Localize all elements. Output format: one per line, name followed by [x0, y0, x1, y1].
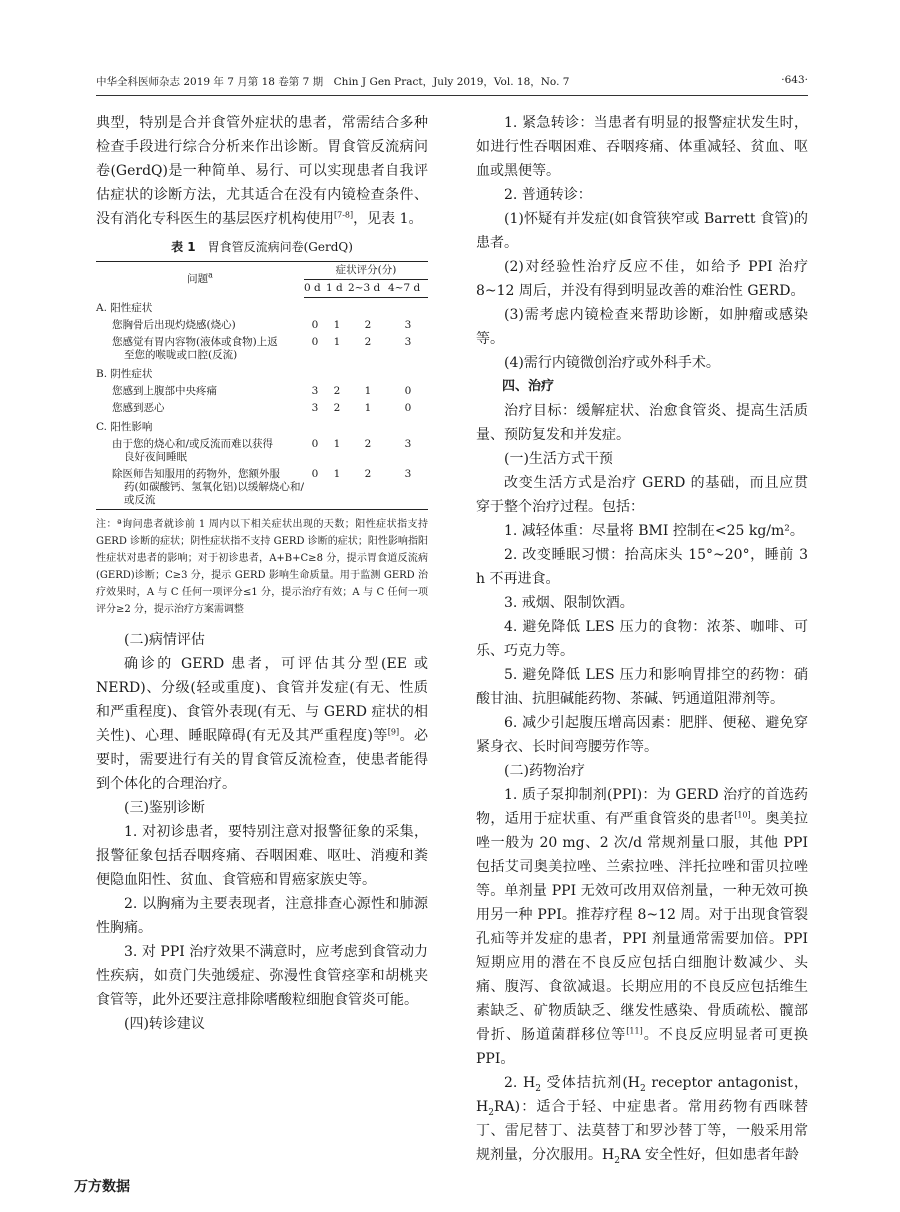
table-section-row — [96, 417, 428, 436]
score-cell: 2 — [333, 385, 341, 397]
col-header: 2~3 d — [348, 280, 388, 298]
score-cell: 0 — [404, 385, 412, 397]
score-cell: 1 — [333, 438, 341, 450]
paragraph: 2. $H_2$ 受体拮抗剂($H_2$ receptor antagonist，$H_2RA$)：适合于轻、中症患者。常用药物有西咪替丁、雷尼替丁、法莫替丁和罗沙替丁等，一般采用常规剂量，分次服用。$H_2RA$ 安全性好，但如患者年龄 — [476, 1075, 808, 1166]
table-caption — [96, 237, 428, 257]
score-header: 症状评分(分) — [304, 262, 428, 280]
section-label: C. 阳性影响 — [96, 421, 153, 433]
score-cell: 2 — [364, 336, 372, 348]
score-cell: 2 — [364, 319, 372, 331]
score-cell: 0 — [311, 468, 319, 480]
question-cell: 由于您的烧心和/或反流而难以获得 良好夜间睡眠 — [112, 438, 274, 463]
citation: [9] — [387, 727, 400, 737]
score-cell: 1 — [333, 468, 341, 480]
score-cell: 3 — [404, 336, 412, 348]
col-header: 1 d — [326, 280, 348, 298]
section-heading: (三)鉴别诊断 — [124, 800, 205, 816]
paragraph: 1. 紧急转诊：当患者有明显的报警症状发生时，如进行性吞咽困难、吞咽疼痛、体重减轻、贫血、呕血或黑便等。 — [476, 115, 808, 179]
score-cell: 0 — [311, 438, 319, 450]
paragraph: (1)怀疑有并发症(如食管狭窄或 Barrett 食管)的患者。 — [476, 211, 808, 251]
paragraph: 3. 对 PPI 治疗效果不满意时，应考虑到食管动力性疾病，如贲门失弛缓症、弥漫性食管痉挛和胡桃夹食管等，此外还要注意排除嗜酸粒细胞食管炎可能。 — [96, 944, 428, 1008]
table-row — [96, 436, 428, 466]
section-label: A. 阳性症状 — [96, 302, 153, 314]
paragraph: 治疗目标：缓解症状、治愈食管炎、提高生活质量、预防复发和并发症。 — [476, 403, 808, 443]
citation: [7-8] — [334, 210, 354, 220]
score-cell: 3 — [311, 385, 319, 397]
paragraph: 3. 戒烟、限制饮酒。 — [504, 595, 634, 611]
paragraph: 6. 减少引起腹压增高因素：肥胖、便秘、避免穿紧身衣、长时间弯腰劳作等。 — [476, 715, 808, 755]
subsection-heading: (一)生活方式干预 — [504, 451, 613, 467]
section-heading: (四)转诊建议 — [124, 1016, 205, 1032]
score-cell: 3 — [404, 438, 412, 450]
table-row — [96, 334, 428, 364]
intro-paragraph: 典型，特别是合并食管外症状的患者，常需结合多种检查手段进行综合分析来作出诊断。胃食管反流病问卷(GerdQ)是一种简单、易行、可以实现患者自我评估症状的诊断方法，尤其适合在没有内镜检查条件、没有消化专科医生的基层医疗机构使用[7-8]，见表 1。 — [96, 115, 428, 227]
score-cell: 0 — [311, 336, 319, 348]
journal-citation: 中华全科医师杂志 2019 年 7 月第 18 卷第 7 期 Chin J Gen Pract，July 2019，Vol. 18，No. 7 — [96, 76, 570, 88]
paragraph: 改变生活方式是治疗 GERD 的基础，而且应贯穿于整个治疗过程。包括： — [476, 475, 808, 515]
section-heading: 四、治疗 — [502, 379, 555, 394]
score-cell: 0 — [404, 402, 412, 414]
gerdq-table — [96, 261, 428, 510]
question-header: 问题$^a$ — [187, 270, 213, 286]
score-cell: 2 — [364, 468, 372, 480]
question-cell: 您感到恶心 — [112, 402, 165, 414]
page-number: ·643· — [781, 74, 808, 86]
header-rule — [96, 95, 808, 96]
table-label: 表 1 — [171, 240, 196, 254]
paragraph: 2. 以胸痛为主要表现者，注意排查心源性和肺源性胸痛。 — [96, 896, 428, 936]
score-cell: 1 — [333, 319, 341, 331]
table-section-row — [96, 364, 428, 383]
table-row — [96, 466, 428, 510]
section-heading: (二)病情评估 — [124, 632, 205, 648]
table-section-row — [96, 298, 428, 318]
table-row — [96, 317, 428, 334]
score-cell: 0 — [311, 319, 319, 331]
score-cell: 1 — [364, 385, 372, 397]
section-label: B. 阴性症状 — [96, 368, 153, 380]
watermark: 万方数据 — [74, 1179, 130, 1195]
score-cell: 2 — [364, 438, 372, 450]
question-cell: 您感觉有胃内容物(液体或食物)上返 至您的喉咙或口腔(反流) — [112, 336, 278, 361]
citation: [10] — [734, 810, 751, 820]
paragraph: (3)需考虑内镜检查来帮助诊断，如肿瘤或感染等。 — [476, 307, 808, 347]
paragraph: 1. 减轻体重：尽量将 BMI 控制在<25 kg/m²。 — [504, 523, 804, 539]
paragraph: (4)需行内镜微创治疗或外科手术。 — [504, 355, 720, 371]
paragraph: 确诊的 GERD 患者，可评估其分型(EE 或 NERD)、分级(轻或重度)、食管并发症(有无、性质和严重程度)、食管外表现(有无、与 GERD 症状的相关性)、心理、睡眠障碍(有无及其严重程度)等[9]。必要时，需要进行有关的胃食管反流检查，使患者能得到个体化的合理治疗。 — [96, 656, 428, 792]
table-title: 胃食管反流病问卷(GerdQ) — [207, 240, 353, 254]
score-cell: 3 — [404, 468, 412, 480]
question-cell: 除医师告知服用的药物外，您额外服 药(如碳酸钙、氢氧化铝)以缓解烧心和/或反流 — [112, 468, 304, 506]
table-row — [96, 383, 428, 400]
right-column — [476, 111, 808, 1167]
question-cell: 您感到上腹部中央疼痛 — [112, 385, 217, 397]
paragraph: 2. 普通转诊： — [504, 187, 592, 203]
paragraph: 1. 对初诊患者，要特别注意对报警征象的采集，报警征象包括吞咽疼痛、吞咽困难、呕吐、消瘦和粪便隐血阳性、贫血、食管癌和胃癌家族史等。 — [96, 824, 428, 888]
table-row — [96, 400, 428, 417]
paragraph: (2)对经验性治疗反应不佳，如给予 PPI 治疗 8~12 周后，并没有得到明显改善的难治性 GERD。 — [476, 259, 808, 299]
paragraph: 5. 避免降低 LES 压力和影响胃排空的药物：硝酸甘油、抗胆碱能药物、茶碱、钙通道阻滞剂等。 — [476, 667, 808, 707]
table-note: 注：ª询问患者就诊前 1 周内以下相关症状出现的天数；阳性症状指支持 GERD 诊断的症状；阴性症状指不支持 GERD 诊断的症状；阳性影响指阳性症状对患者的影响；对于初诊患者，A+B+C≥8 分，提示胃食道反流病(GERD)诊断；C≥3 分，提示 GERD 影响生命质量。用于监测 GERD 治疗效果时，A 与 C 任何一项评分≤1 分，提示治疗有效；A 与 C 任何一项评分≥2 分，提示治疗方案需调整 — [96, 519, 428, 615]
score-cell: 3 — [311, 402, 319, 414]
score-cell: 3 — [404, 319, 412, 331]
col-header: 0 d — [304, 280, 326, 298]
paragraph: 2. 改变睡眠习惯：抬高床头 15°~20°，睡前 3 h 不再进食。 — [476, 547, 808, 587]
subsection-heading: (二)药物治疗 — [504, 763, 585, 779]
score-cell: 2 — [333, 402, 341, 414]
col-header: 4~7 d — [388, 280, 428, 298]
paragraph: 1. 质子泵抑制剂(PPI)：为 GERD 治疗的首选药物，适用于症状重、有严重食管炎的患者[10]。奥美拉唑一般为 20 mg、2 次/d 常规剂量口服，其他 PPI 包括艾司奥美拉唑、兰索拉唑、泮托拉唑和雷贝拉唑等。单剂量 PPI 无效可改用双倍剂量，一种无效可换用另一种 PPI。推荐疗程 8~12 周。对于出现食管裂孔疝等并发症的患者，PPI 剂量通常需要加倍。PPI 短期应用的潜在不良反应包括白细胞计数减少、头痛、腹泻、食欲减退。长期应用的不良反应包括维生素缺乏、矿物质缺乏、继发性感染、骨质疏松、髋部骨折、肠道菌群移位等[11]。不良反应明显者可更换 PPI。 — [476, 787, 809, 1067]
question-cell: 您胸骨后出现灼烧感(烧心) — [112, 319, 236, 331]
score-cell: 1 — [364, 402, 372, 414]
left-column — [96, 111, 428, 1036]
score-cell: 1 — [333, 336, 341, 348]
citation: [11] — [626, 1026, 643, 1036]
paragraph: 4. 避免降低 LES 压力的食物：浓茶、咖啡、可乐、巧克力等。 — [476, 619, 808, 659]
